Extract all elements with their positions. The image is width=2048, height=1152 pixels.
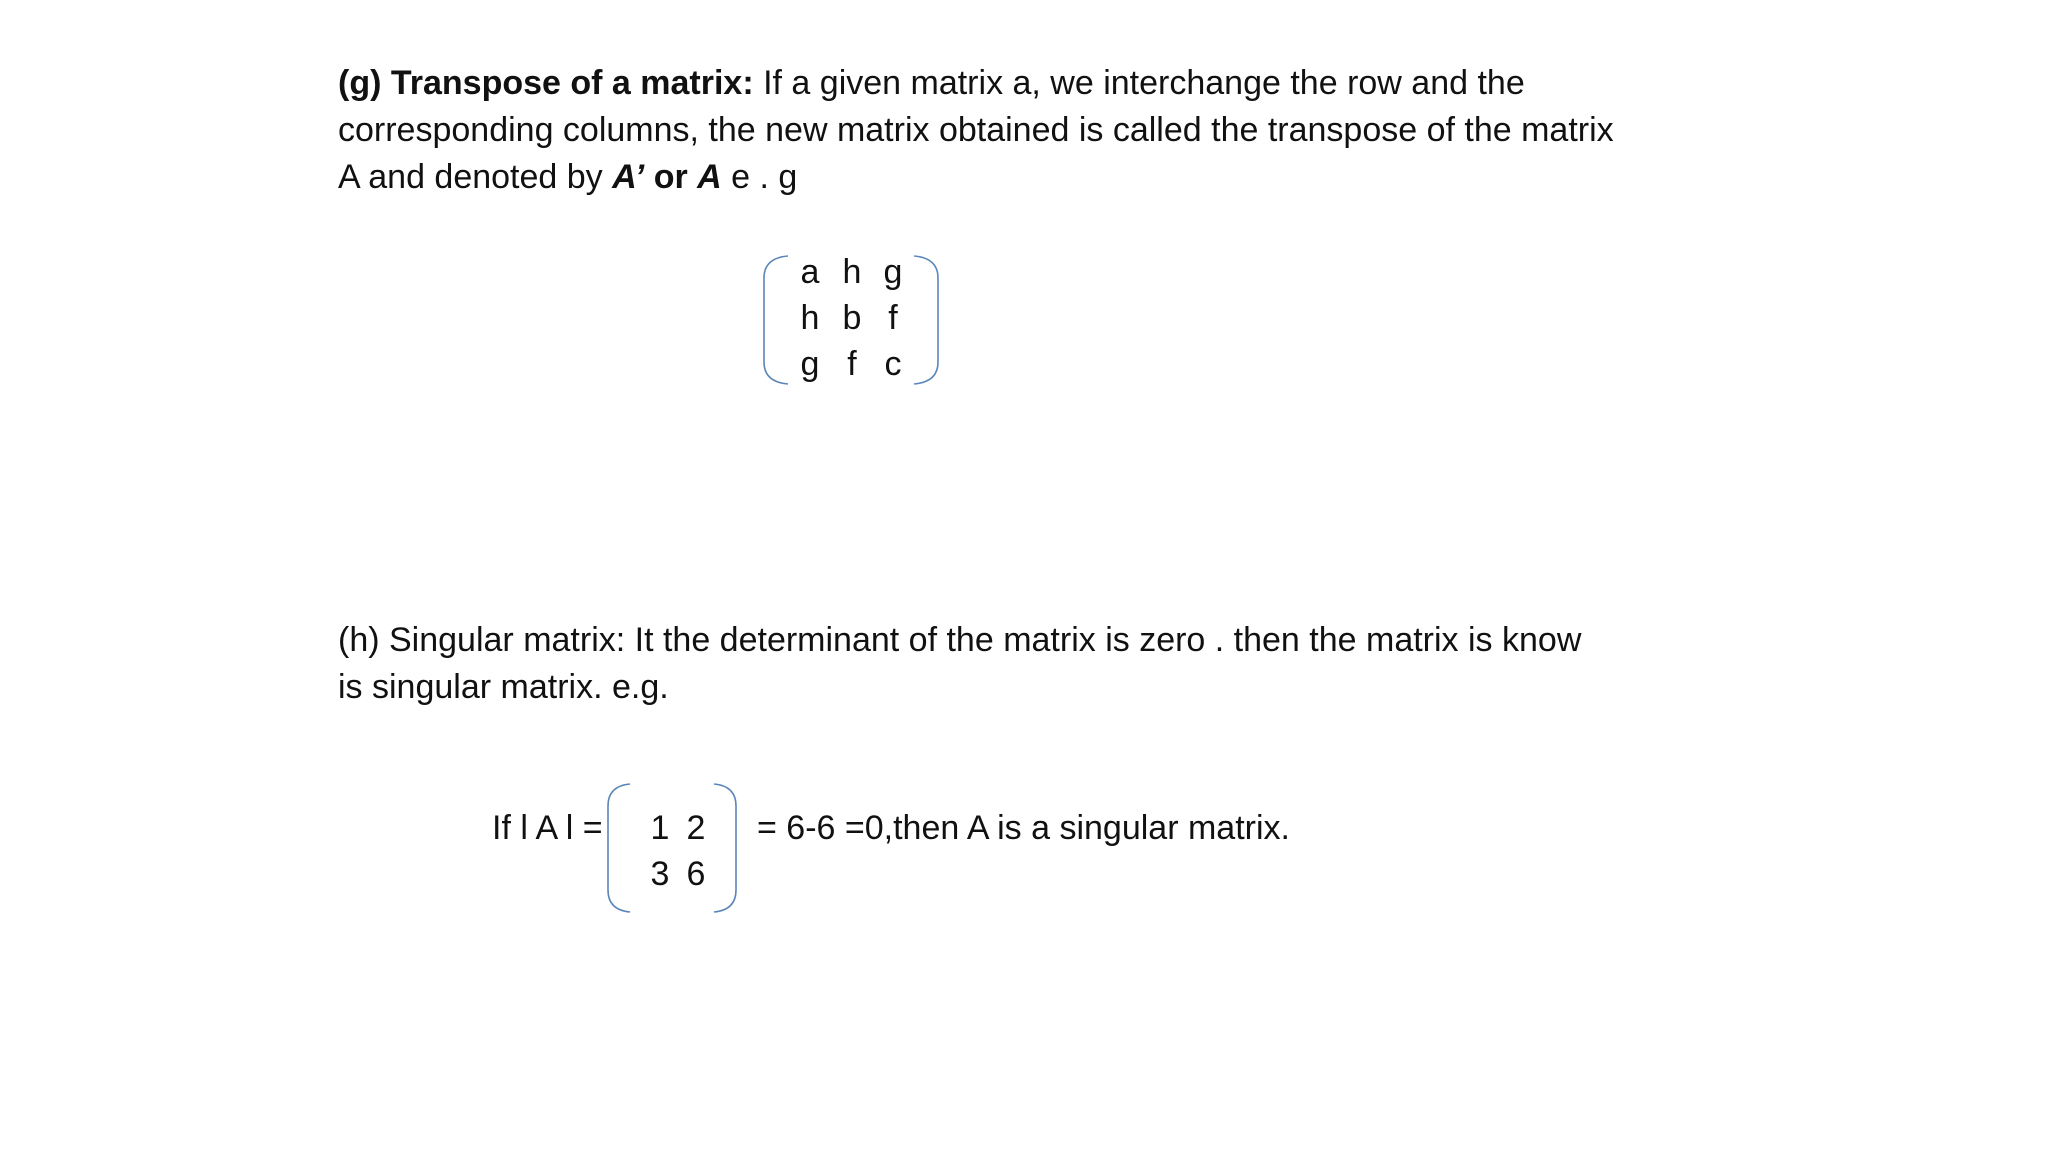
transpose-line-3-start: A and denoted by [338,158,613,196]
matrix-cell: c [884,345,902,383]
matrix-cell: 1 [650,809,670,847]
matrix-cell: b [842,299,862,337]
symbol-or: or [644,158,698,196]
matrix-cell: g [800,345,820,383]
determinant-result: = 6-6 =0,then A is a singular matrix. [757,809,1290,847]
matrix-cell: 2 [686,809,706,847]
matrix-cell: 3 [650,855,670,893]
singular-line-1: (h) Singular matrix: It the determinant of the matrix is zero . then the matrix is know [338,621,1582,659]
determinant-prefix: If l A l = [492,809,603,847]
matrix-cell: 6 [686,855,706,893]
matrix-cell: g [883,253,903,291]
matrix-cell: h [842,253,862,291]
right-bracket [714,784,736,912]
left-bracket [608,784,630,912]
transpose-line-3 [338,154,1614,201]
singular-matrix-brackets [604,780,740,916]
transpose-line-2: corresponding columns, the new matrix obtained is called the transpose of the matrix [338,111,1614,149]
matrix-cell: f [888,299,898,337]
transpose-line-3-end: e . g [721,158,798,196]
transpose-line-1-text: If a given matrix a, we interchange the row and the [753,64,1525,102]
singular-line-2: is singular matrix. e.g. [338,668,669,706]
transpose-heading: (g) Transpose of a matrix: [338,64,754,102]
matrix-cell: a [800,253,820,291]
symbol-a-prime: A’ [612,158,645,196]
transpose-line-1 [338,60,1614,107]
transpose-matrix [760,252,942,388]
right-bracket [914,256,938,384]
transpose-definition [338,60,1614,201]
left-bracket [764,256,788,384]
singular-matrix [604,780,740,916]
matrix-cell: h [800,299,820,337]
matrix-cell: f [847,345,857,383]
singular-definition [338,617,1581,711]
symbol-a: A [697,158,722,196]
